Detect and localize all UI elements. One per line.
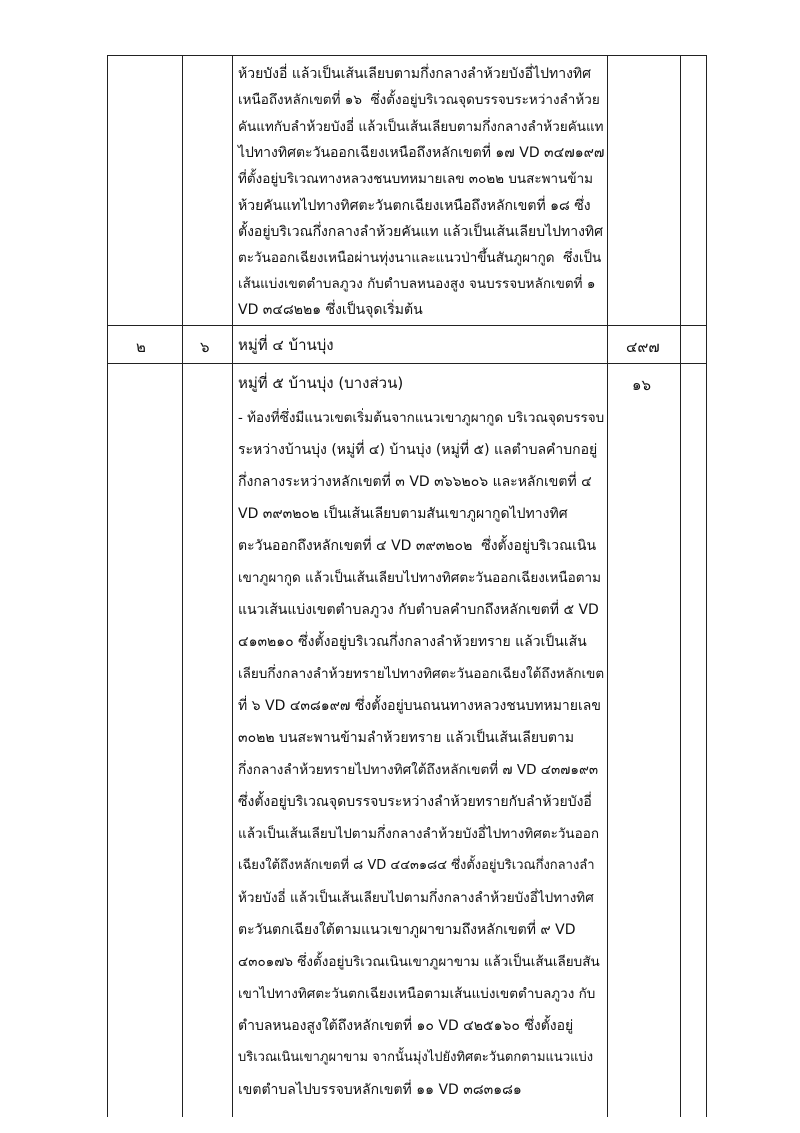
table-divider-col2: [232, 55, 233, 1117]
description-line: เขาภูผากูด แล้วเป็นเส้นเลียบไปทางทิศตะวันออกเฉียงเหนือตาม: [238, 570, 601, 586]
description-line: ตำบลหนองสูงใต้ถึงหลักเขตที่ ๑๐ VD ๔๒๕๑๖๐ ซึ่งตั้งอยู่: [238, 1018, 574, 1034]
table-border-top: [107, 55, 707, 56]
village-number: ๖: [200, 338, 210, 356]
description-line: เลียบกึ่งกลางลำห้วยทรายไปทางทิศตะวันออกเฉียงใต้ถึงหลักเขต: [238, 666, 605, 682]
description-line: VD ๓๙๓๒๐๒ เป็นเส้นเลียบตามสันเขาภูผากูดไปทางทิศ: [238, 506, 568, 522]
row-divider-2: [107, 363, 707, 364]
village-heading: หมู่ที่ ๔ บ้านบุ่ง: [238, 336, 334, 354]
description-line: ห้วยบังอี่ แล้วเป็นเส้นเลียบไปตามกึ่งกลางลำห้วยบังอี่ไปทางทิศ: [238, 890, 594, 906]
description-line: ที่ ๖ VD ๔๓๘๑๙๗ ซึ่งตั้งอยู่บนถนนทางหลวงชนบทหมายเลข: [238, 698, 601, 714]
description-line: กึ่งกลางลำห้วยทรายไปทางทิศใต้ถึงหลักเขตที่ ๗ VD ๔๓๗๑๙๓: [238, 762, 599, 778]
description-line: ห้วยบังอี่ แล้วเป็นเส้นเลียบตามกึ่งกลางลำห้วยบังอี่ไปทางทิศ: [238, 66, 592, 82]
description-line: ไปทางทิศตะวันออกเฉียงเหนือถึงหลักเขตที่ ๑๗ VD ๓๔๗๑๙๗: [238, 145, 605, 161]
description-line: แล้วเป็นเส้นเลียบไปตามกึ่งกลางลำห้วยบังอี่ไปทางทิศตะวันออก: [238, 826, 600, 842]
table-divider-col3: [607, 55, 608, 1117]
population-count: ๑๖: [632, 376, 652, 394]
table-border-left: [107, 55, 108, 1117]
description-line: ตั้งอยู่บริเวณกึ่งกลางลำห้วยคันแท แล้วเป็นเส้นเลียบไปทางทิศ: [238, 224, 604, 240]
description-line: ระหว่างบ้านบุ่ง (หมู่ที่ ๔) บ้านบุ่ง (หมู่ที่ ๕) แลตำบลคำบกอยู่: [238, 442, 598, 458]
table-divider-col4: [680, 55, 681, 1117]
description-line: ซึ่งตั้งอยู่บริเวณจุดบรรจบระหว่างลำห้วยทรายกับลำห้วยบังอี่: [238, 794, 592, 810]
village-heading: หมู่ที่ ๕ บ้านบุ่ง (บางส่วน): [238, 374, 404, 392]
description-line: แนวเส้นแบ่งเขตตำบลภูวง กับตำบลคำบกถึงหลักเขตที่ ๕ VD: [238, 602, 599, 618]
description-line: ที่ตั้งอยู่บริเวณทางหลวงชนบทหมายเลข ๓๐๒๒ บนสะพานข้าม: [238, 171, 594, 187]
description-line: VD ๓๔๘๒๒๑ ซึ่งเป็นจุดเริ่มต้น: [238, 302, 423, 318]
description-line: เขาไปทางทิศตะวันตกเฉียงเหนือตามเส้นแบ่งเขตตำบลภูวง กับ: [238, 986, 596, 1002]
description-line: ๓๐๒๒ บนสะพานข้ามลำห้วยทราย แล้วเป็นเส้นเลียบตาม: [238, 730, 575, 746]
row-divider-1: [107, 325, 707, 326]
description-line: บริเวณเนินเขาภูผาขาม จากนั้นมุ่งไปยังทิศตะวันตกตามแนวแบ่ง: [238, 1050, 594, 1065]
description-line: คันแทกับลำห้วยบังอี่ แล้วเป็นเส้นเลียบตามกึ่งกลางลำห้วยคันแท: [238, 119, 604, 135]
row-sequence-number: ๒: [136, 338, 146, 356]
description-line: ตะวันออกถึงหลักเขตที่ ๔ VD ๓๙๓๒๐๒ ซึ่งตั้งอยู่บริเวณเนิน: [238, 538, 597, 554]
description-line: ตะวันออกเฉียงเหนือผ่านทุ่งนาและแนวป่าขึ้นสันภูผากูด ซึ่งเป็น: [238, 250, 602, 266]
description-line: เขตตำบลไปบรรจบหลักเขตที่ ๑๑ VD ๓๘๓๑๘๑: [238, 1082, 522, 1098]
table-border-right: [706, 55, 707, 1117]
description-line: กึ่งกลางระหว่างหลักเขตที่ ๓ VD ๓๖๖๒๐๖ และหลักเขตที่ ๔: [238, 474, 592, 490]
description-line: ๔๓๐๑๗๖ ซึ่งตั้งอยู่บริเวณเนินเขาภูผาขาม แล้วเป็นเส้นเลียบสัน: [238, 954, 600, 970]
description-line: เหนือถึงหลักเขตที่ ๑๖ ซึ่งตั้งอยู่บริเวณจุดบรรจบระหว่างลำห้วย: [238, 92, 600, 108]
description-line: เส้นแบ่งเขตตำบลภูวง กับตำบลหนองสูง จนบรรจบหลักเขตที่ ๑: [238, 276, 596, 292]
population-count: ๔๙๗: [626, 338, 660, 356]
table-divider-col1: [182, 55, 183, 1117]
description-line: ๔๑๓๒๑๐ ซึ่งตั้งอยู่บริเวณกึ่งกลางลำห้วยทราย แล้วเป็นเส้น: [238, 634, 587, 650]
description-line: เฉียงใต้ถึงหลักเขตที่ ๘ VD ๔๔๓๑๘๔ ซึ่งตั้งอยู่บริเวณกึ่งกลางลำ: [238, 858, 595, 873]
description-line: - ท้องที่ซึ่งมีแนวเขตเริ่มต้นจากแนวเขาภูผากูด บริเวณจุดบรรจบ: [238, 410, 605, 426]
description-line: ห้วยคันแทไปทางทิศตะวันตกเฉียงเหนือถึงหลักเขตที่ ๑๘ ซึ่ง: [238, 198, 591, 214]
description-line: ตะวันตกเฉียงใต้ตามแนวเขาภูผาขามถึงหลักเขตที่ ๙ VD: [238, 922, 576, 938]
